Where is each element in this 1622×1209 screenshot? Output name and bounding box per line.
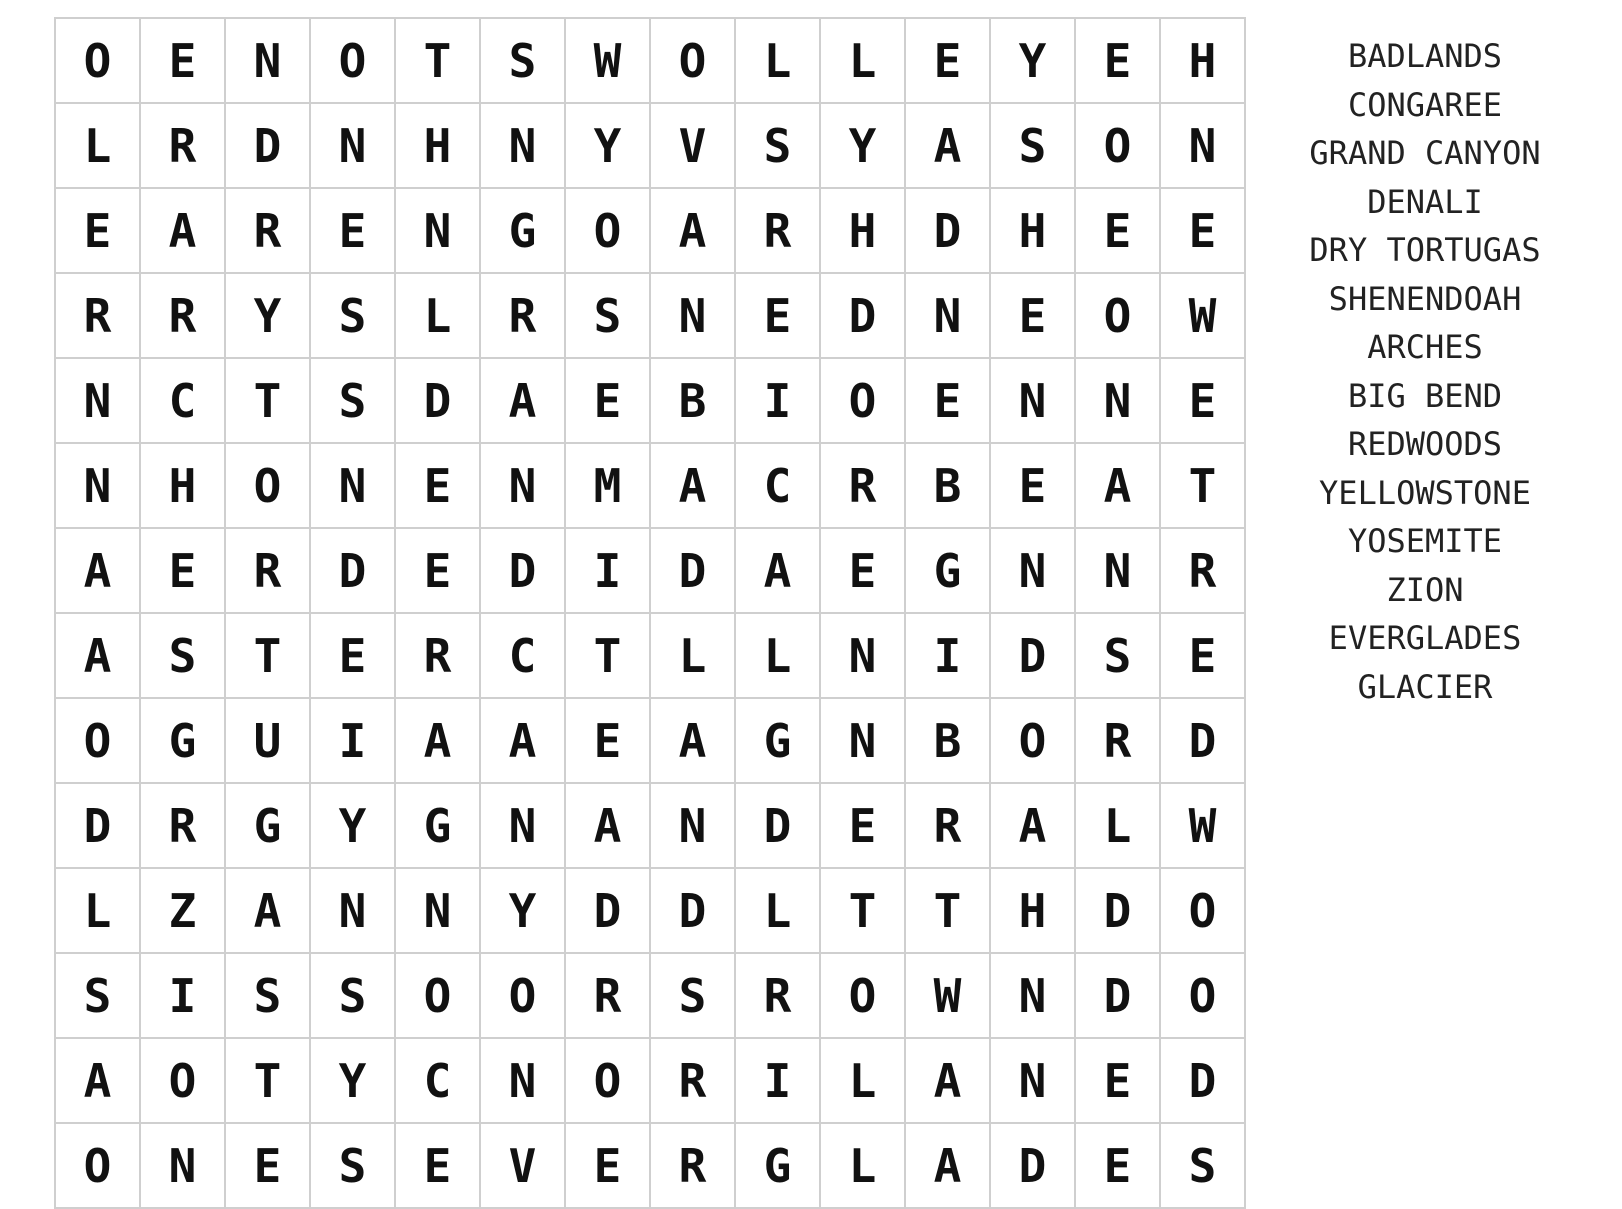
grid-row [55,1038,1245,1123]
grid-cell[interactable]: Z [140,868,225,953]
grid-cell[interactable]: N [310,443,395,528]
grid-cell[interactable]: E [565,698,650,783]
grid-cell[interactable]: Y [225,273,310,358]
grid-cell[interactable]: I [735,358,820,443]
grid-cell[interactable]: B [905,698,990,783]
grid-cell[interactable]: D [905,188,990,273]
grid-cell[interactable]: R [1160,528,1245,613]
grid-row [55,443,1245,528]
grid-cell[interactable]: R [650,1123,735,1208]
grid-cell[interactable]: G [140,698,225,783]
grid-cell[interactable]: R [650,1038,735,1123]
grid-cell[interactable]: E [820,783,905,868]
grid-cell[interactable]: A [1075,443,1160,528]
grid-cell[interactable]: N [820,698,905,783]
grid-cell[interactable]: T [1160,443,1245,528]
grid-cell[interactable]: H [1160,18,1245,103]
grid-cell[interactable]: W [1160,783,1245,868]
grid-cell[interactable]: E [1075,188,1160,273]
grid-cell[interactable]: R [395,613,480,698]
grid-cell[interactable]: E [1160,188,1245,273]
grid-cell[interactable]: E [1160,613,1245,698]
grid-cell[interactable]: T [395,18,480,103]
grid-cell[interactable]: R [225,188,310,273]
grid-cell[interactable]: D [1160,698,1245,783]
grid-cell[interactable]: N [395,188,480,273]
grid-cell[interactable]: N [480,1038,565,1123]
grid-cell[interactable]: E [310,613,395,698]
grid-cell[interactable]: W [905,953,990,1038]
grid-cell[interactable]: N [1160,103,1245,188]
grid-row [55,18,1245,103]
grid-cell[interactable]: E [1075,18,1160,103]
grid-cell[interactable]: O [225,443,310,528]
grid-cell[interactable]: E [735,273,820,358]
grid-row [55,613,1245,698]
grid-cell[interactable]: O [1075,273,1160,358]
grid-cell[interactable]: T [225,613,310,698]
grid-cell[interactable]: L [735,868,820,953]
grid-cell[interactable]: D [990,613,1075,698]
grid-cell[interactable]: V [480,1123,565,1208]
grid-cell[interactable]: S [55,953,140,1038]
grid-cell[interactable]: N [225,18,310,103]
grid-cell[interactable]: A [55,1038,140,1123]
grid-cell[interactable]: A [395,698,480,783]
grid-cell[interactable]: O [55,698,140,783]
grid-cell[interactable]: L [55,103,140,188]
grid-cell[interactable]: D [1075,868,1160,953]
word-list-item: SHENENDOAH [1328,279,1522,318]
grid-cell[interactable]: Y [990,18,1075,103]
grid-cell[interactable]: H [990,868,1075,953]
grid-cell[interactable]: L [735,613,820,698]
grid-cell[interactable]: A [140,188,225,273]
grid-cell[interactable]: U [225,698,310,783]
grid-cell[interactable]: E [990,273,1075,358]
grid-cell[interactable]: E [395,443,480,528]
grid-cell[interactable]: R [735,953,820,1038]
grid-cell[interactable]: O [990,698,1075,783]
grid-cell[interactable]: S [140,613,225,698]
grid-cell[interactable]: B [650,358,735,443]
grid-cell[interactable]: A [565,783,650,868]
word-list-item: ZION [1386,570,1464,609]
grid-cell[interactable]: I [735,1038,820,1123]
grid-cell[interactable]: G [735,698,820,783]
grid-cell[interactable]: O [565,1038,650,1123]
grid-cell[interactable]: Y [480,868,565,953]
grid-cell[interactable]: H [990,188,1075,273]
grid-cell[interactable]: L [1075,783,1160,868]
grid-cell[interactable]: D [480,528,565,613]
grid-cell[interactable]: H [140,443,225,528]
grid-cell[interactable]: E [565,358,650,443]
grid-cell[interactable]: I [565,528,650,613]
grid-cell[interactable]: L [55,868,140,953]
grid-cell[interactable]: C [735,443,820,528]
word-list-item: CONGAREE [1347,85,1503,124]
grid-cell[interactable]: O [820,953,905,1038]
grid-row [55,528,1245,613]
grid-row [55,1123,1245,1208]
grid-cell[interactable]: S [225,953,310,1038]
grid-cell[interactable]: O [650,18,735,103]
grid-cell[interactable]: N [480,103,565,188]
word-list-item: YOSEMITE [1347,522,1503,560]
grid-cell[interactable]: E [905,18,990,103]
grid-cell[interactable]: D [735,783,820,868]
grid-cell[interactable]: N [1075,528,1160,613]
grid-cell[interactable]: N [55,358,140,443]
grid-row [55,698,1245,783]
word-list-item: ARCHES [1367,328,1483,366]
grid-row [55,953,1245,1038]
grid-cell[interactable]: Y [565,103,650,188]
grid-cell[interactable]: G [905,528,990,613]
grid-cell[interactable]: H [395,103,480,188]
grid-cell[interactable]: D [1160,1038,1245,1123]
grid-cell[interactable]: N [140,1123,225,1208]
grid-cell[interactable]: E [140,18,225,103]
grid-cell[interactable]: E [565,1123,650,1208]
grid-cell[interactable]: Y [310,1038,395,1123]
grid-cell[interactable]: D [55,783,140,868]
grid-cell[interactable]: W [565,18,650,103]
grid-cell[interactable]: L [820,18,905,103]
grid-cell[interactable]: D [650,868,735,953]
grid-row [55,783,1245,868]
grid-cell[interactable]: O [1160,868,1245,953]
grid-cell[interactable]: S [735,103,820,188]
word-list-item: GRAND CANYON [1309,134,1541,172]
grid-cell[interactable]: H [820,188,905,273]
grid-cell[interactable]: L [820,1038,905,1123]
grid-cell[interactable]: S [480,18,565,103]
grid-cell[interactable]: O [55,1123,140,1208]
grid-cell[interactable]: D [310,528,395,613]
grid-cell[interactable]: O [395,953,480,1038]
word-list-item: BIG BEND [1347,376,1503,415]
grid-cell[interactable]: S [1160,1123,1245,1208]
grid-cell[interactable]: A [55,613,140,698]
grid-cell[interactable]: O [565,188,650,273]
grid-cell[interactable]: O [55,18,140,103]
grid-cell[interactable]: W [1160,273,1245,358]
grid-cell[interactable]: N [990,953,1075,1038]
grid-cell[interactable]: A [990,783,1075,868]
word-list-item: DENALI [1367,182,1483,221]
grid-cell[interactable]: A [735,528,820,613]
word-list-item: YELLOWSTONE [1319,473,1531,512]
grid-cell[interactable]: A [650,188,735,273]
grid-cell[interactable]: E [395,528,480,613]
grid-cell[interactable]: G [225,783,310,868]
grid-cell[interactable]: N [650,273,735,358]
grid-cell[interactable]: E [820,528,905,613]
grid-cell[interactable]: D [565,868,650,953]
grid-cell[interactable]: S [650,953,735,1038]
grid-cell[interactable]: E [310,188,395,273]
grid-cell[interactable]: E [1075,1038,1160,1123]
word-list-item: GLACIER [1357,667,1493,706]
grid-cell[interactable]: A [905,103,990,188]
grid-cell[interactable]: D [650,528,735,613]
letter-grid [54,17,1246,1209]
grid-cell[interactable]: S [990,103,1075,188]
grid-cell[interactable]: N [480,443,565,528]
grid-cell[interactable]: L [395,273,480,358]
grid-cell[interactable]: D [990,1123,1075,1208]
grid-cell[interactable]: A [905,1123,990,1208]
grid-cell[interactable]: G [735,1123,820,1208]
grid-cell[interactable]: D [820,273,905,358]
grid-cell[interactable]: C [140,358,225,443]
grid-cell[interactable]: D [395,358,480,443]
grid-cell[interactable]: O [1075,103,1160,188]
grid-row [55,868,1245,953]
grid-cell[interactable]: N [55,443,140,528]
grid-cell[interactable]: O [1160,953,1245,1038]
grid-cell[interactable]: A [480,698,565,783]
grid-cell[interactable]: N [310,868,395,953]
grid-cell[interactable]: T [905,868,990,953]
grid-cell[interactable]: G [480,188,565,273]
grid-cell[interactable]: T [820,868,905,953]
word-list-item: DRY TORTUGAS [1309,231,1541,269]
grid-cell[interactable]: C [480,613,565,698]
grid-cell[interactable]: I [140,953,225,1038]
grid-cell[interactable]: E [990,443,1075,528]
grid-row [55,273,1245,358]
grid-cell[interactable]: R [480,273,565,358]
grid-cell[interactable]: B [905,443,990,528]
grid-cell[interactable]: E [140,528,225,613]
grid-cell[interactable]: R [565,953,650,1038]
grid-cell[interactable]: T [225,1038,310,1123]
grid-cell[interactable]: S [310,953,395,1038]
grid-cell[interactable]: D [1075,953,1160,1038]
grid-cell[interactable]: V [650,103,735,188]
grid-cell[interactable]: I [905,613,990,698]
grid-row [55,358,1245,443]
grid-cell[interactable]: A [905,1038,990,1123]
grid-cell[interactable]: A [650,443,735,528]
grid-cell[interactable]: S [310,358,395,443]
grid-cell[interactable]: R [735,188,820,273]
grid-cell[interactable]: M [565,443,650,528]
grid-cell[interactable]: N [905,273,990,358]
grid-cell[interactable]: S [1075,613,1160,698]
grid-cell[interactable]: D [225,103,310,188]
grid-cell[interactable]: R [1075,698,1160,783]
grid-cell[interactable]: O [480,953,565,1038]
grid-cell[interactable]: T [225,358,310,443]
grid-cell[interactable]: S [310,273,395,358]
grid-cell[interactable]: E [55,188,140,273]
grid-cell[interactable]: Y [820,103,905,188]
grid-cell[interactable]: A [650,698,735,783]
grid-cell[interactable]: G [395,783,480,868]
grid-cell[interactable]: Y [310,783,395,868]
grid-cell[interactable]: S [310,1123,395,1208]
grid-cell[interactable]: N [395,868,480,953]
letter-grid-body [55,18,1245,1208]
grid-cell[interactable]: R [905,783,990,868]
grid-cell[interactable]: A [55,528,140,613]
grid-cell[interactable]: N [1075,358,1160,443]
word-list-item: BADLANDS [1347,37,1503,75]
grid-cell[interactable]: R [140,103,225,188]
grid-cell[interactable]: N [990,358,1075,443]
grid-cell[interactable]: E [1075,1123,1160,1208]
grid-cell[interactable]: R [820,443,905,528]
grid-cell[interactable]: N [480,783,565,868]
grid-cell[interactable]: I [310,698,395,783]
grid-cell[interactable]: A [480,358,565,443]
grid-cell[interactable]: L [735,18,820,103]
grid-cell[interactable]: N [310,103,395,188]
grid-cell[interactable]: L [820,1123,905,1208]
grid-cell[interactable]: T [565,613,650,698]
grid-row [55,103,1245,188]
grid-cell[interactable]: C [395,1038,480,1123]
grid-cell[interactable]: E [1160,358,1245,443]
grid-cell[interactable]: S [565,273,650,358]
grid-cell[interactable]: E [395,1123,480,1208]
grid-cell[interactable]: E [225,1123,310,1208]
grid-cell[interactable]: A [225,868,310,953]
grid-cell[interactable]: L [650,613,735,698]
word-list-item: REDWOODS [1347,425,1503,463]
grid-cell[interactable]: N [650,783,735,868]
word-list [1300,32,1550,711]
grid-cell[interactable]: R [55,273,140,358]
word-list-item: EVERGLADES [1328,619,1522,657]
grid-cell[interactable]: O [140,1038,225,1123]
grid-cell[interactable]: N [820,613,905,698]
grid-cell[interactable]: R [140,273,225,358]
grid-cell[interactable]: O [310,18,395,103]
grid-cell[interactable]: N [990,1038,1075,1123]
grid-cell[interactable]: E [905,358,990,443]
grid-cell[interactable]: R [225,528,310,613]
grid-cell[interactable]: O [820,358,905,443]
grid-row [55,188,1245,273]
grid-cell[interactable]: N [990,528,1075,613]
grid-cell[interactable]: R [140,783,225,868]
